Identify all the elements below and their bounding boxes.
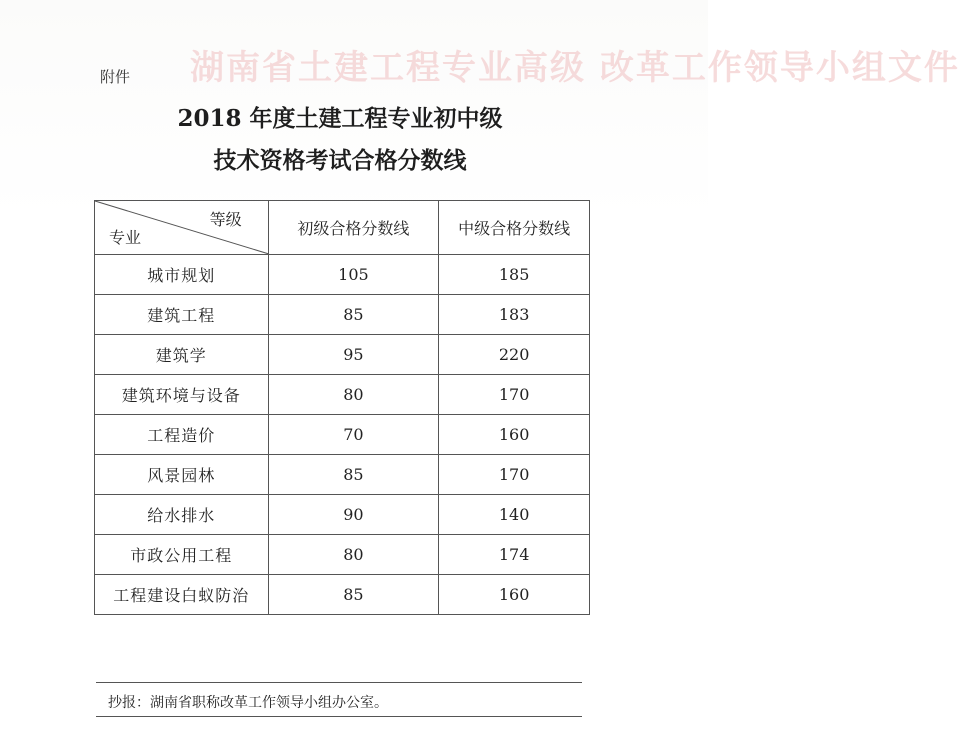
watermark-seal-text: 湖南省土建工程专业高级 改革工作领导小组文件 (190, 48, 960, 88)
intermediate-score-cell: 160 (439, 415, 590, 455)
major-cell: 市政公用工程 (95, 535, 269, 575)
major-cell: 建筑环境与设备 (95, 375, 269, 415)
major-cell: 工程建设白蚁防治 (95, 575, 269, 615)
header-corner-cell (95, 201, 269, 255)
table-row (95, 295, 590, 335)
junior-score-cell: 80 (268, 375, 439, 415)
table-row (95, 575, 590, 615)
header-major-label: 专业 (109, 228, 142, 247)
table-row (95, 455, 590, 495)
table-row (95, 535, 590, 575)
intermediate-score-cell: 140 (439, 495, 590, 535)
table-row (95, 495, 590, 535)
table-body (95, 255, 590, 615)
intermediate-score-cell: 170 (439, 455, 590, 495)
table-row (95, 375, 590, 415)
footer-divider-bottom (96, 716, 582, 717)
table-header-row (95, 201, 590, 255)
page-title-line2: 技术资格考试合格分数线 (213, 147, 467, 174)
page-title-line1: 2018 年度土建工程专业初中级 (177, 105, 503, 132)
intermediate-score-cell: 220 (439, 335, 590, 375)
junior-score-cell: 105 (268, 255, 439, 295)
footer-divider-top (96, 682, 582, 683)
cc-note: 抄报：湖南省职称改革工作领导小组办公室。 (108, 695, 388, 711)
intermediate-score-cell: 183 (439, 295, 590, 335)
junior-score-cell: 90 (268, 495, 439, 535)
score-table (94, 200, 590, 615)
table-row (95, 415, 590, 455)
header-junior-score: 初级合格分数线 (268, 201, 439, 255)
header-grade-label: 等级 (209, 210, 242, 229)
major-cell: 城市规划 (95, 255, 269, 295)
intermediate-score-cell: 160 (439, 575, 590, 615)
table-row (95, 335, 590, 375)
junior-score-cell: 70 (268, 415, 439, 455)
intermediate-score-cell: 185 (439, 255, 590, 295)
intermediate-score-cell: 170 (439, 375, 590, 415)
major-cell: 给水排水 (95, 495, 269, 535)
attachment-label: 附件 (100, 68, 131, 86)
junior-score-cell: 85 (268, 455, 439, 495)
major-cell: 工程造价 (95, 415, 269, 455)
junior-score-cell: 80 (268, 535, 439, 575)
junior-score-cell: 85 (268, 295, 439, 335)
major-cell: 建筑学 (95, 335, 269, 375)
table-row (95, 255, 590, 295)
junior-score-cell: 95 (268, 335, 439, 375)
intermediate-score-cell: 174 (439, 535, 590, 575)
major-cell: 建筑工程 (95, 295, 269, 335)
major-cell: 风景园林 (95, 455, 269, 495)
header-intermediate-score: 中级合格分数线 (439, 201, 590, 255)
junior-score-cell: 85 (268, 575, 439, 615)
